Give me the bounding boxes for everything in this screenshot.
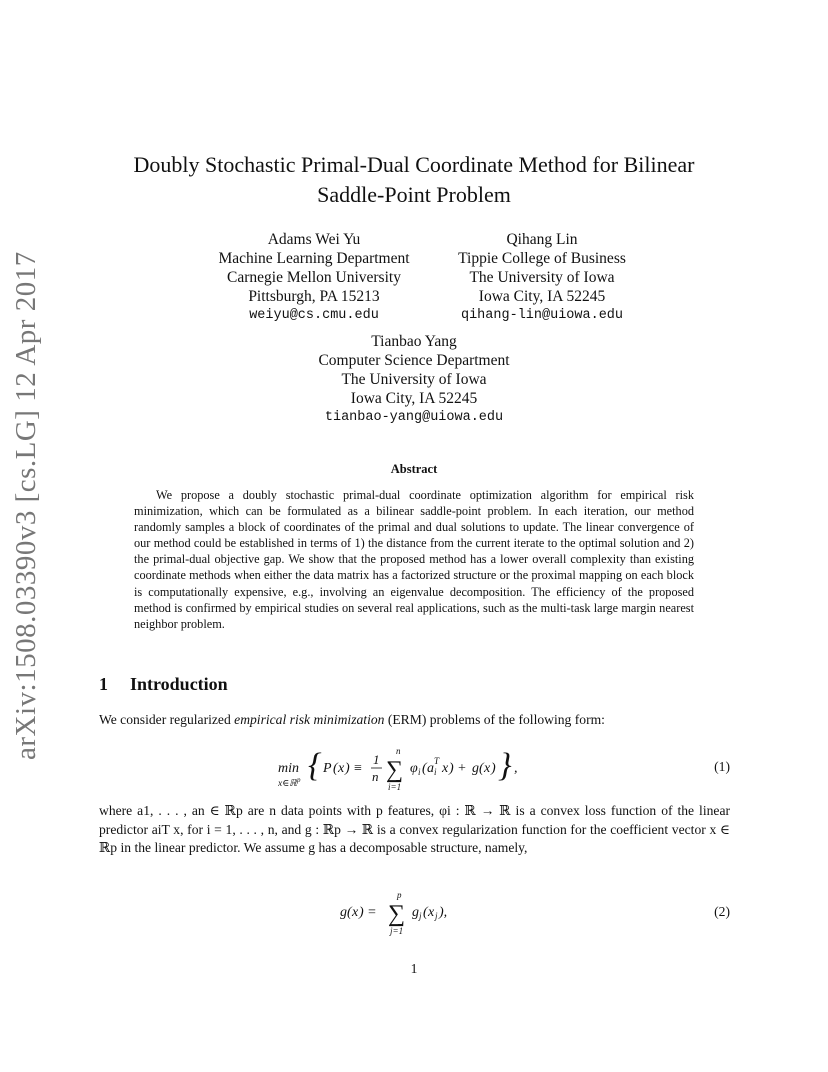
abstract-heading: Abstract [390,462,438,476]
arxiv-side-stamp: arXiv:1508.03390v3 [cs.LG] 12 Apr 2017 [10,251,42,760]
svg-text:n: n [372,769,379,784]
para1-post: (ERM) problems of the following form: [384,712,605,727]
svg-text:∑: ∑ [386,757,404,783]
svg-text:i=1: i=1 [388,782,402,792]
svg-text:n: n [396,746,401,756]
svg-text:,: , [514,761,518,776]
svg-text:i: i [434,767,437,777]
author-dept: Tippie College of Business [458,250,626,267]
author-email[interactable]: weiyu@cs.cmu.edu [249,308,379,323]
title-line-2: Saddle-Point Problem [317,182,511,207]
author-inst: The University of Iowa [341,371,487,388]
author-email[interactable]: tianbao-yang@uiowa.edu [324,410,504,425]
author-dept: Computer Science Department [318,352,510,369]
svg-text:x: x [352,905,359,920]
svg-text:1: 1 [373,752,380,767]
intro-paragraph-1 [99,711,730,730]
svg-text:x∈ℝ: x∈ℝ [278,779,297,789]
svg-text:(: ( [333,761,338,776]
svg-text:x: x [442,761,449,776]
author-block-2 [428,230,656,325]
svg-text:): ) [491,761,496,776]
author-name: Adams Wei Yu [267,231,361,248]
author-loc: Iowa City, IA 52245 [350,390,478,407]
para1-emphasis: empirical risk minimization [234,712,385,727]
svg-text:T: T [434,756,440,766]
svg-text:j=1: j=1 [390,926,404,936]
intro-paragraph-2: where a1, . . . , an ∈ ℝp are n data points with p features, φi : ℝ → ℝ is a convex loss function of the linear predictor aiT x, for i = 1, . . . , n, and g : ℝp → ℝ is a convex regularization function for the coefficient vector x ∈ ℝp in the linear predictor. We assume g has a decomposable structure, namely, [99,803,730,855]
svg-text:) =: ) = [359,905,377,920]
svg-text:min: min [278,761,299,776]
svg-text:g: g [472,761,479,776]
section-title: Introduction [130,674,228,694]
equation-1 [278,744,578,796]
svg-text:{: { [308,747,322,784]
paper-title [100,150,728,210]
svg-text:}: } [498,747,512,784]
svg-text:(: ( [347,905,352,920]
author-inst: The University of Iowa [469,269,615,286]
svg-text:(: ( [423,905,428,920]
author-name: Tianbao Yang [371,333,457,350]
svg-text:φ: φ [410,761,418,776]
svg-text:g: g [340,905,347,920]
author-dept: Machine Learning Department [218,250,410,267]
svg-text:x: x [428,905,435,920]
para1-pre: We consider regularized [99,712,235,727]
author-block-3 [280,332,548,427]
svg-text:a: a [427,761,434,776]
svg-text:P: P [323,761,332,776]
svg-text:p: p [397,890,402,900]
svg-text:g: g [412,905,419,920]
section-number: 1 [99,674,108,694]
equation-2-number: (2) [714,904,730,919]
author-loc: Iowa City, IA 52245 [478,288,606,305]
page-number: 1 [410,961,418,976]
author-email[interactable]: qihang-lin@uiowa.edu [460,308,624,323]
equation-1-number: (1) [714,759,730,774]
svg-text:(: ( [422,761,427,776]
svg-text:∑: ∑ [388,901,406,927]
section-heading [99,674,228,695]
svg-text:i: i [418,767,421,777]
svg-text:),: ), [439,905,448,920]
author-block-1 [176,230,452,325]
title-line-1: Doubly Stochastic Primal-Dual Coordinate Method for Bilinear [133,152,695,177]
svg-text:) ≡: ) ≡ [345,761,363,776]
equation-2 [340,890,540,938]
author-name: Qihang Lin [506,231,578,248]
svg-text:j: j [435,911,438,921]
svg-text:) +: ) + [449,761,467,776]
svg-text:x: x [484,761,491,776]
svg-text:x: x [338,761,345,776]
svg-text:(: ( [479,761,484,776]
svg-text:j: j [419,911,422,921]
author-inst: Carnegie Mellon University [227,269,401,286]
abstract-text: We propose a doubly stochastic primal-dual coordinate optimization algorithm for empirical risk minimization, which can be formulated as a bilinear saddle-point problem. In each iteration, our method randomly samples a block of coordinates of the primal and dual solutions to update. The linear convergence of our method could be established in terms of 1) the distance from the current iterate to the optimal solution and 2) the primal-dual objective gap. We show that the proposed method has a lower overall complexity than existing coordinate methods when either the data matrix has a factorized structure or the proximal mapping on each block is computationally expensive, e.g., involving an eigenvalue decomposition. The efficiency of the proposed method is confirmed by empirical studies on several real applications, such as the multi-task large margin nearest neighbor problem. [134,488,694,631]
svg-text:p: p [297,776,301,784]
author-loc: Pittsburgh, PA 15213 [248,288,380,305]
